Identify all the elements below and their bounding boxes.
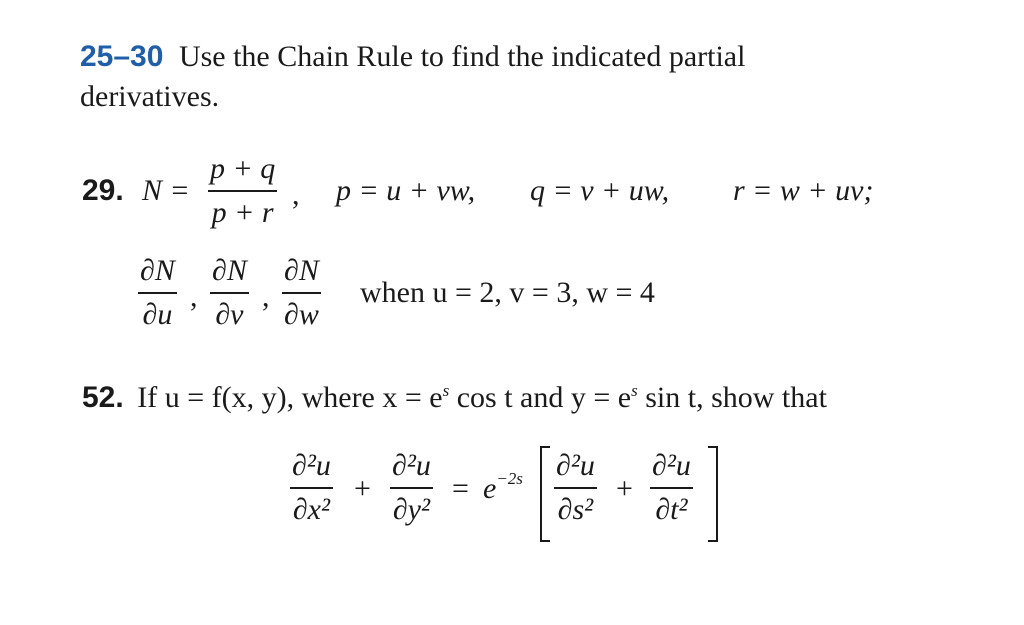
fraction-bar [650,487,693,489]
fraction-bar [210,292,249,294]
partial-denominator: ∂u [142,298,173,331]
instruction-heading [80,40,745,74]
partial-denominator: ∂s² [557,493,594,526]
partial-N-w [282,254,321,332]
partial-numerator: ∂²u [556,449,595,482]
problem-29-N-fraction [208,152,277,230]
exponential [483,469,523,506]
partial-denominator: ∂t² [655,493,688,526]
exponent-s: s [631,381,638,400]
section-range: 25–30 [80,40,164,73]
partial-numerator: ∂N [212,254,247,287]
second-partial-u-t [650,449,693,527]
problem-29-p-equation: p = u + vw, [336,174,476,207]
second-partial-u-s [554,449,597,527]
partial-numerator: ∂N [140,254,175,287]
fraction-bar [208,190,277,192]
comma: , [262,280,270,313]
partial-numerator: ∂N [284,254,319,287]
right-bracket [708,446,718,542]
fraction-bar [290,487,333,489]
instruction-text: Use the Chain Rule to find the indicated partial [178,40,746,73]
problem-29-q-equation: q = v + uw, [530,174,670,207]
partial-N-v [210,254,249,332]
problem-52-statement [82,381,827,415]
plus-sign: + [616,472,633,505]
instruction-text-continued: derivatives. [80,80,220,113]
fraction-denominator: p + r [211,196,274,229]
partial-denominator: ∂y² [392,493,430,526]
problem-29-when-condition: when u = 2, v = 3, w = 4 [360,276,655,309]
exponent-s: s [442,381,450,400]
fraction-bar [138,292,177,294]
comma: , [190,280,198,313]
exponent-minus-2s: −2s [496,469,523,488]
problem-52-number: 52. [82,381,124,414]
second-partial-u-x [290,449,333,527]
partial-denominator: ∂v [215,298,244,331]
problem-29-r-equation: r = w + uv; [733,174,874,207]
statement-middle: cos t and y = e [449,381,632,414]
partial-numerator: ∂²u [292,449,331,482]
problem-29-N-equals: N = [142,174,190,207]
statement-end: sin t, show that [637,381,827,414]
base-e: e [483,472,497,505]
partial-denominator: ∂x² [292,493,330,526]
equals-sign: = [452,472,469,505]
problem-29-number: 29. [82,174,124,207]
fraction-bar [282,292,321,294]
fraction-bar [554,487,597,489]
partial-denominator: ∂w [284,298,319,331]
fraction-bar [390,487,433,489]
plus-sign: + [354,472,371,505]
statement-start: If u = f(x, y), where x = e [137,381,443,414]
problem-29-comma: , [292,178,300,211]
partial-numerator: ∂²u [392,449,431,482]
partial-numerator: ∂²u [652,449,691,482]
partial-N-u [138,254,177,332]
fraction-numerator: p + q [210,152,276,185]
left-bracket [540,446,550,542]
second-partial-u-y [390,449,433,527]
